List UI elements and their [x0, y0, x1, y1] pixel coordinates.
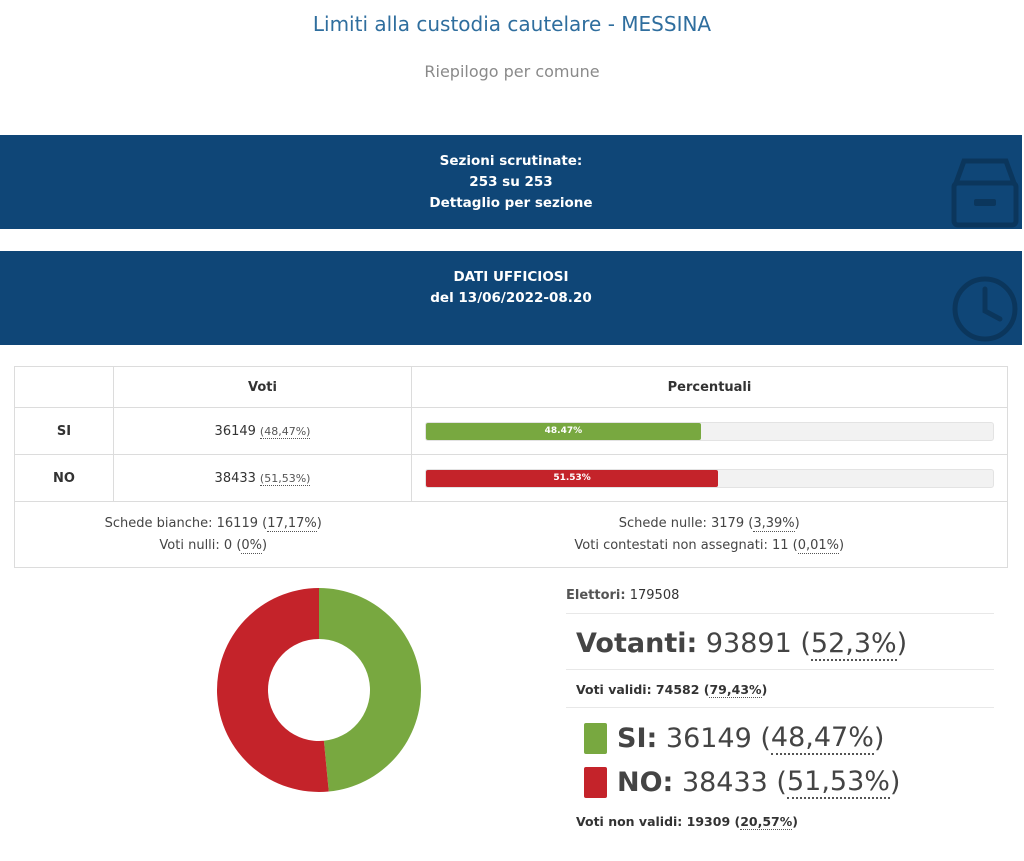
official-data-box	[0, 251, 1022, 345]
row-label-si: SI	[15, 408, 114, 455]
stats-left	[15, 502, 412, 568]
schede-bianche: Schede bianche: 16119 (17,17%)	[104, 515, 322, 531]
stats-right	[412, 502, 1008, 568]
official-date: del 13/06/2022-08.20	[430, 290, 592, 306]
summary-no-line: NO: 38433 ( 51,53% )	[566, 760, 994, 804]
official-label: DATI UFFICIOSI	[453, 269, 569, 285]
legend-swatch-no	[584, 767, 607, 798]
donut-slice-no	[217, 588, 329, 792]
header-cell-percentuali: Percentuali	[412, 367, 1008, 408]
clock-icon	[950, 273, 1020, 345]
page-subtitle: Riepilogo per comune	[424, 62, 600, 81]
stats-row	[15, 502, 1008, 568]
section-detail-link[interactable]: Dettaglio per sezione	[429, 195, 593, 211]
votes-pct-no: (51,53%)	[259, 471, 311, 485]
voti-nulli: Voti nulli: 0 (0%)	[159, 537, 268, 553]
donut-slice-si	[319, 588, 421, 792]
results-table	[14, 366, 1008, 568]
sections-count: 253 su 253	[469, 174, 553, 190]
page-title: Limiti alla custodia cautelare - MESSINA	[312, 12, 712, 36]
table-row-si	[15, 408, 1008, 455]
progress-fill-si: 48.47%	[426, 423, 701, 440]
votes-no: 38433	[214, 470, 256, 486]
sections-scrutinized-box	[0, 135, 1022, 229]
votes-si: 36149	[214, 423, 256, 439]
progress-fill-no: 51.53%	[426, 470, 718, 487]
donut-chart	[216, 587, 422, 793]
progress-bar-no	[425, 469, 994, 488]
header-cell-empty	[15, 367, 114, 408]
voti-non-validi-line: Voti non validi: 19309 (20,57%)	[576, 814, 799, 829]
votes-cell-no	[114, 455, 412, 502]
schede-nulle: Schede nulle: 3179 (3,39%)	[618, 515, 800, 531]
voti-contestati: Voti contestati non assegnati: 11 (0,01%)	[574, 537, 845, 553]
percent-cell-si	[412, 408, 1008, 455]
header-cell-voti: Voti	[114, 367, 412, 408]
votes-pct-si: (48,47%)	[259, 424, 311, 438]
votanti-line: Votanti: 93891 (52,3%)	[566, 614, 994, 670]
voti-validi-line: Voti validi: 74582 (79,43%)	[566, 670, 994, 708]
votes-cell-si	[114, 408, 412, 455]
summary-panel	[566, 588, 994, 829]
elettori-line: Elettori: 179508	[566, 588, 994, 614]
summary-si-line: SI: 36149 ( 48,47% )	[566, 716, 994, 760]
percent-cell-no	[412, 455, 1008, 502]
table-header-row	[15, 367, 1008, 408]
row-label-no: NO	[15, 455, 114, 502]
ballot-box-icon	[950, 157, 1020, 229]
progress-bar-si	[425, 422, 994, 441]
legend-swatch-si	[584, 723, 607, 754]
sections-label: Sezioni scrutinate:	[439, 153, 583, 169]
table-row-no	[15, 455, 1008, 502]
